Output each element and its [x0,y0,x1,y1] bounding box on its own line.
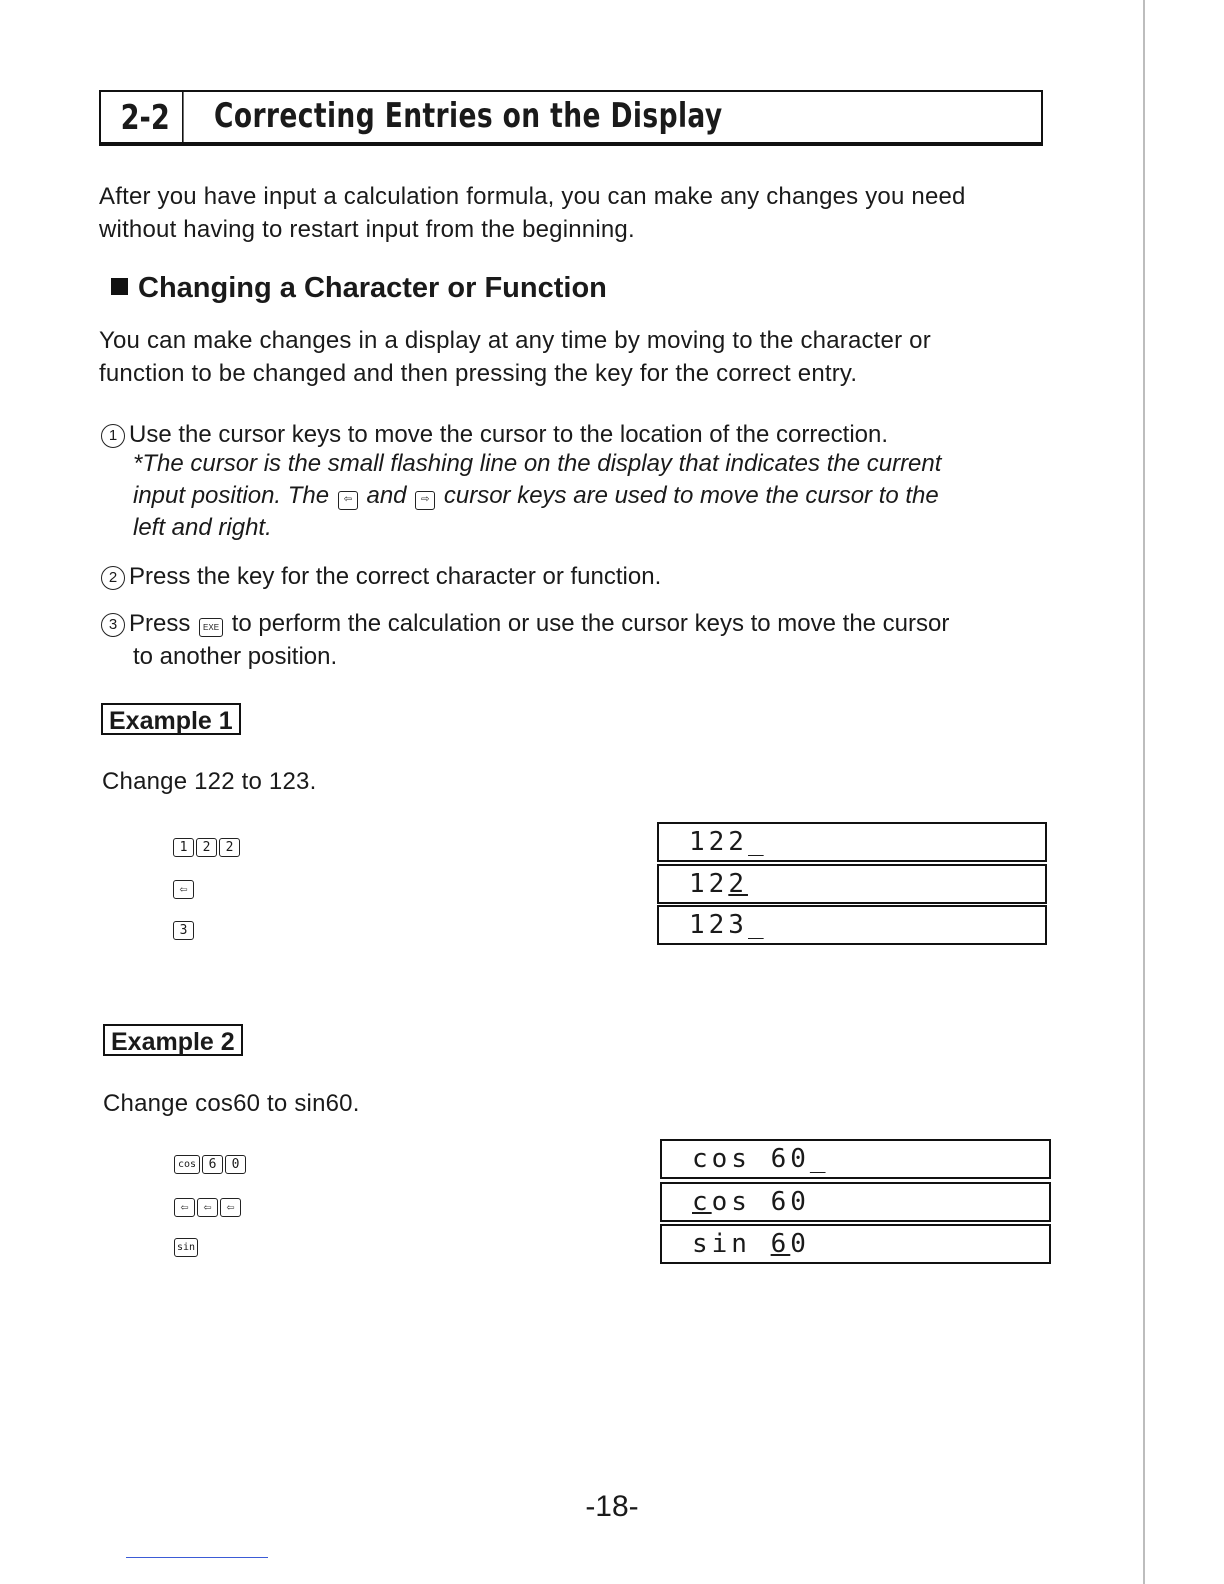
note-line-1: *The cursor is the small flashing line on the display that indicates the current [133,450,942,477]
left-arrow-icon: ⇦ [173,880,194,899]
bottom-rule [126,1557,268,1558]
note-line-2a: input position. The [133,482,330,509]
lcd-cursor-char: 2 [728,869,748,899]
bullet-square-icon [111,278,128,295]
lcd-cursor-char: c [692,1187,712,1217]
cos-key: cos [174,1155,200,1174]
page-edge-rule [1143,0,1145,1584]
example-1-keys-row-1 [173,838,240,857]
subheading [111,272,607,305]
lcd-text: 122 [689,827,748,857]
lcd-cursor: _ [809,1144,830,1174]
note-and: and [366,482,407,509]
example-1-task: Change 122 to 123. [102,768,317,795]
intro-line-2: without having to restart input from the beginning. [99,216,635,243]
example-1-display-3 [657,905,1047,945]
lcd-cursor: _ [747,910,768,940]
left-arrow-icon: ⇦ [220,1198,241,1217]
example-2-display-1 [660,1139,1051,1179]
sin-key: sin [174,1238,198,1257]
example-1-label: Example 1 [101,703,241,735]
key-2: 2 [219,838,240,857]
example-2-display-2 [660,1182,1051,1222]
note-line-3: left and right. [133,514,272,541]
subheading-text: Changing a Character or Function [138,272,607,304]
step-2-marker: 2 [101,566,125,590]
step-1-text: Use the cursor keys to move the cursor to the location of the correction. [129,421,889,448]
step-3-marker: 3 [101,613,125,637]
example-2-task: Change cos60 to sin60. [103,1090,360,1117]
example-2-label: Example 2 [103,1024,243,1056]
note-line-2 [133,480,941,512]
lcd-text: 123 [689,910,748,940]
page-number: -18- [585,1490,639,1523]
example-2-keys-row-2 [174,1198,241,1217]
key-3: 3 [173,921,194,940]
section-number: 2-2 [108,90,183,146]
example-2-keys-row-1 [174,1155,246,1174]
lcd-text: cos 60 [692,1144,810,1174]
step-1-marker: 1 [101,424,125,448]
description-paragraph [99,324,931,390]
section-title: Correcting Entries on the Display [214,96,723,136]
step-2-text: Press the key for the correct character or function. [129,563,662,590]
key-2: 2 [196,838,217,857]
left-arrow-icon: ⇦ [338,491,358,510]
description-line-1: You can make changes in a display at any time by moving to the character or [99,327,931,354]
key-1: 1 [173,838,194,857]
key-0: 0 [225,1155,246,1174]
right-arrow-icon: ⇨ [415,491,435,510]
example-2-keys-row-3 [174,1238,198,1257]
cursor-note [133,448,941,544]
step-3-post: to perform the calculation or use the cursor keys to move the cursor [231,610,950,637]
step-3 [101,607,949,673]
lcd-text-after: os 60 [711,1187,810,1217]
step-3-line-2: to another position. [133,643,338,670]
lcd-text: 12 [689,869,729,899]
left-arrow-icon: ⇦ [174,1198,195,1217]
example-1-display-1 [657,822,1047,862]
exe-key-icon: EXE [199,618,223,637]
example-1-keys-row-3 [173,921,194,940]
example-2-display-3 [660,1224,1051,1264]
example-1-keys-row-2 [173,880,194,899]
step-2 [101,560,661,593]
intro-line-1: After you have input a calculation formula, you can make any changes you need [99,183,966,210]
key-6: 6 [202,1155,223,1174]
step-3-pre: Press [129,610,191,637]
example-1-display-2 [657,864,1047,904]
step-1 [101,418,888,451]
lcd-text-after: 0 [790,1229,810,1259]
left-arrow-icon: ⇦ [197,1198,218,1217]
intro-paragraph [99,180,966,246]
lcd-cursor: _ [747,827,768,857]
description-line-2: function to be changed and then pressing the key for the correct entry. [99,360,858,387]
lcd-cursor-char: 6 [770,1229,791,1259]
lcd-text: sin [692,1229,771,1259]
note-line-2b: cursor keys are used to move the cursor to the [443,482,939,509]
